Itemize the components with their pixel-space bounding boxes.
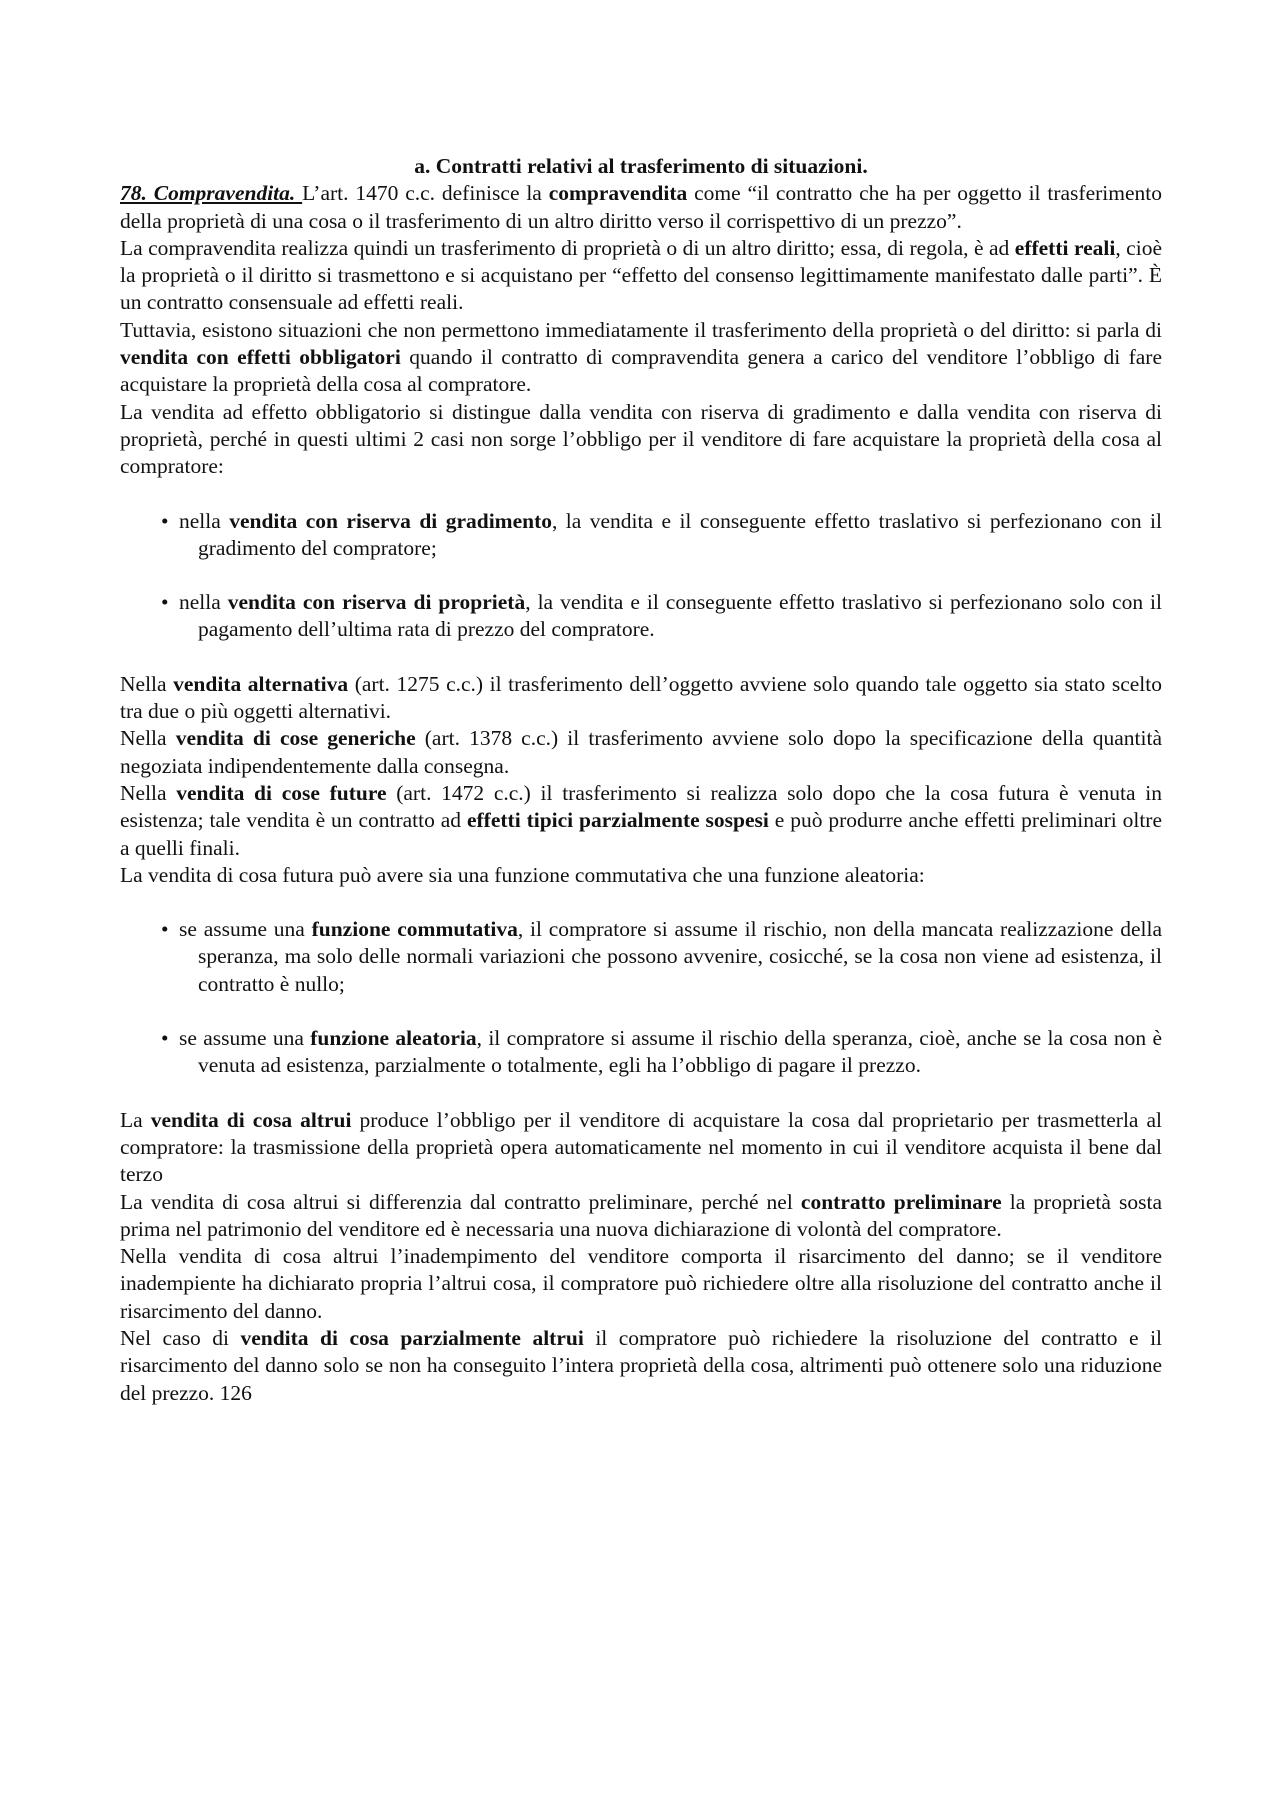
blank-line: [120, 889, 1162, 916]
paragraph-parzialmente-altrui: [120, 1325, 1162, 1407]
text-run: L’art. 1470 c.c. definisce la: [302, 181, 549, 206]
text-run: e può produrre anche effetti preliminari oltre a quelli finali.: [120, 808, 1163, 860]
document-page: [120, 153, 1162, 1407]
text-run: , il compratore si assume il rischio della speranza, cioè, anche se la cosa non è venuta ad esistenza, parzialmente o totalmente, egli ha l’obbligo di pagare il prezzo.: [198, 1026, 1162, 1078]
paragraph-compravendita-definition: [120, 180, 1162, 235]
list-item: [120, 589, 1162, 644]
text-run: quando il contratto di compravendita genera a carico del venditore l’obbligo di fare acquistare la proprietà della cosa al compratore.: [120, 345, 1163, 397]
list-item: [120, 916, 1162, 998]
bold-term: funzione aleatoria: [310, 1026, 477, 1051]
bold-term: funzione commutativa: [311, 917, 518, 942]
paragraph-cose-future: [120, 780, 1162, 862]
paragraph-distinzione-riserva: La vendita ad effetto obbligatorio si distingue dalla vendita con riserva di gradimento e dalla vendita con riserva di proprietà, perché in questi ultimi 2 casi non sorge l’obbligo per il venditore di fare acquistare la proprietà della cosa al compratore:: [120, 399, 1162, 479]
text-run: il compratore può richiedere la risoluzione del contratto e il risarcimento del danno solo se non ha conseguito l’intera proprietà della cosa, altrimenti può ottenere solo una riduzione del prezzo. 126: [120, 1325, 1163, 1405]
paragraph-cosa-altrui: [120, 1107, 1162, 1189]
text-run: (art. 1275 c.c.) il trasferimento dell’oggetto avviene solo quando tale oggetto sia stato scelto tra due o più oggetti alternativi.: [120, 671, 1162, 724]
text-run: (art. 1472 c.c.) il trasferimento si realizza solo dopo che la cosa futura è venuta in esistenza; tale vendita è un contratto ad: [120, 780, 1162, 833]
text-run: la proprietà sosta prima nel patrimonio del venditore ed è necessaria una nuova dichiarazione di volontà del compratore.: [120, 1189, 1162, 1241]
blank-line: [120, 1080, 1162, 1107]
paragraph-cose-generiche: [120, 725, 1162, 780]
bold-term: vendita con effetti obbligatori: [120, 345, 401, 370]
bullet-glyph: •: [161, 508, 169, 533]
bold-term: vendita con riserva di proprietà: [227, 590, 526, 615]
bullet-glyph: •: [161, 590, 169, 615]
text-run: Nel caso di: [120, 1325, 241, 1350]
text-run: Nella: [120, 726, 176, 751]
bold-term: contratto preliminare: [800, 1189, 1002, 1214]
text-run: (art. 1378 c.c.) il trasferimento avviene solo dopo la specificazione della quantità negoziata indipendentemente dalla consegna.: [120, 726, 1163, 778]
bullet-glyph: •: [161, 1026, 169, 1051]
blank-line: [120, 998, 1162, 1025]
bold-term: vendita alternativa: [173, 671, 349, 696]
paragraph-inadempimento: Nella vendita di cosa altrui l’inadempimento del venditore comporta il risarcimento del danno; se il venditore inadempiente ha dichiarato propria l’altrui cosa, il compratore può richiedere oltre alla risoluzione del contratto anche il risarcimento del danno.: [120, 1244, 1162, 1323]
text-run: La: [120, 1107, 151, 1132]
bold-term: compravendita: [548, 181, 688, 206]
document-heading: a. Contratti relativi al trasferimento di situazioni.: [414, 154, 868, 178]
text-run: , cioè la proprietà o il diritto si trasmettono e si acquistano per “effetto del consenso legittimamente manifestato dalle parti”. È un contratto consensuale ad effetti reali.: [120, 235, 1162, 315]
bold-term: vendita di cosa altrui: [150, 1107, 352, 1132]
paragraph-contratto-preliminare: [120, 1189, 1162, 1244]
text-run: nella: [179, 508, 230, 533]
blank-line: [120, 481, 1162, 508]
paragraph-vendita-alternativa: [120, 671, 1162, 726]
text-run: , la vendita e il conseguente effetto traslativo si perfezionano solo con il pagamento dell’ultima rata di prezzo del compratore.: [198, 590, 1162, 642]
text-run: se assume una: [179, 1026, 311, 1051]
bold-term: vendita con riserva di gradimento: [229, 508, 552, 533]
blank-line: [120, 644, 1162, 671]
bold-term: effetti reali: [1014, 235, 1116, 260]
paragraph-effetti-obbligatori: [120, 317, 1162, 399]
text-run: come “il contratto che ha per oggetto il trasferimento della proprietà di una cosa o il trasferimento di un altro diritto verso il corrispettivo di un prezzo”.: [120, 181, 1162, 233]
paragraph-funzioni-cosa-futura: La vendita di cosa futura può avere sia una funzione commutativa che una funzione aleatoria:: [120, 862, 925, 887]
list-item: [120, 508, 1162, 563]
text-run: , la vendita e il conseguente effetto traslativo si perfezionano con il gradimento del compratore;: [198, 508, 1162, 560]
text-run: se assume una: [179, 917, 312, 942]
text-run: nella: [179, 590, 228, 615]
bold-term: vendita di cosa parzialmente altrui: [240, 1325, 584, 1350]
text-run: produce l’obbligo per il venditore di acquistare la cosa dal proprietario per trasmetterla al compratore: la trasmissione della proprietà opera automaticamente nel momento in cui il venditore acquista il bene dal terzo: [120, 1107, 1162, 1187]
text-run: Tuttavia, esistono situazioni che non permettono immediatamente il trasferimento della proprietà o del diritto: si parla di: [120, 317, 1162, 342]
bold-term: vendita di cose generiche: [175, 726, 416, 751]
text-run: La compravendita realizza quindi un trasferimento di proprietà o di un altro diritto; essa, di regola, è ad: [120, 235, 1015, 260]
text-run: La vendita di cosa altrui si differenzia dal contratto preliminare, perché nel: [120, 1189, 801, 1214]
text-run: Nella: [120, 780, 177, 805]
paragraph-effetti-reali: [120, 235, 1162, 317]
bullet-glyph: •: [161, 917, 169, 942]
section-title: 78. Compravendita.: [120, 181, 303, 206]
text-run: Nella: [120, 671, 174, 696]
bold-term: vendita di cose future: [176, 780, 387, 805]
blank-line: [120, 562, 1162, 589]
list-item: [120, 1025, 1162, 1080]
text-run: , il compratore si assume il rischio, non della mancata realizzazione della speranza, ma solo delle normali variazioni che possono avvenire, cosicché, se la cosa non viene ad esistenza, il contratto è nullo;: [198, 917, 1163, 996]
bold-term: effetti tipici parzialmente sospesi: [466, 808, 769, 833]
